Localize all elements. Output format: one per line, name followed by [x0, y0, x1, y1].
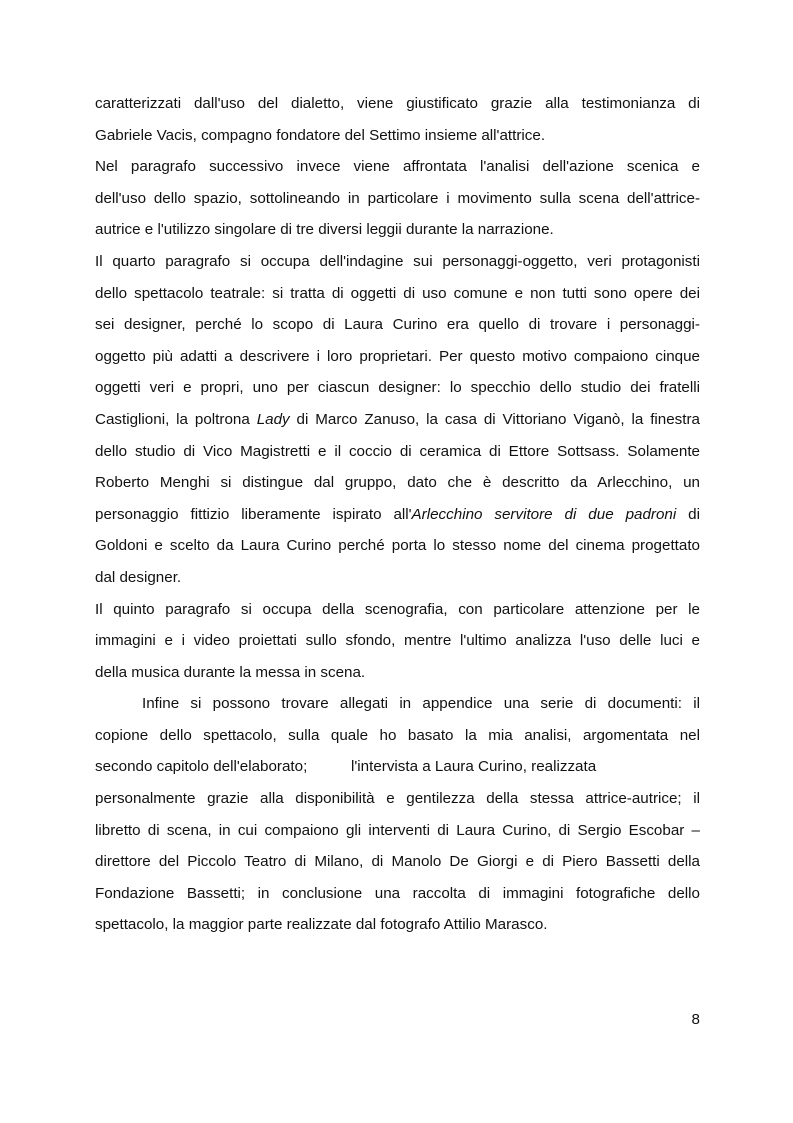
text-span: Infine si possono trovare allegati in appendice una serie di documenti: il — [142, 695, 700, 713]
text-line — [95, 183, 700, 215]
text-line — [95, 594, 700, 626]
text-line — [95, 436, 700, 468]
text-span: autrice e l'utilizzo singolare di tre diversi leggii durante la narrazione. — [95, 221, 554, 239]
text-span: dal designer. — [95, 568, 182, 586]
text-span: Castiglioni, la poltrona — [95, 410, 257, 428]
text-span: della musica durante la messa in scena. — [95, 663, 366, 681]
text-span: libretto di scena, in cui compaiono gli interventi di Laura Curino, di Sergio Escobar – — [95, 821, 700, 839]
text-span: Il quarto paragrafo si occupa dell'indagine sui personaggi-oggetto, veri protagonisti — [95, 252, 700, 270]
text-line — [95, 783, 700, 815]
text-span: l'intervista a Laura Curino, realizzata — [351, 758, 597, 776]
text-span: oggetto più adatti a descrivere i loro proprietari. Per questo motivo compaiono cinque — [95, 347, 700, 365]
text-span: sei designer, perché lo scopo di Laura Curino era quello di trovare i personaggi- — [95, 316, 700, 334]
text-span: dello studio di Vico Magistretti e il coccio di ceramica di Ettore Sottsass. Solamente — [95, 442, 700, 460]
text-span: Roberto Menghi si distingue dal gruppo, dato che è descritto da Arlecchino, un — [95, 474, 700, 492]
text-line — [95, 530, 700, 562]
italic-title: Lady — [256, 410, 290, 428]
text-line — [95, 909, 700, 941]
text-span: Il quinto paragrafo si occupa della scenografia, con particolare attenzione per le — [95, 600, 700, 618]
text-line — [95, 120, 700, 152]
text-line — [95, 657, 700, 689]
text-line — [95, 372, 700, 404]
text-line — [95, 467, 700, 499]
text-span: Fondazione Bassetti; in conclusione una raccolta di immagini fotografiche dello — [95, 884, 700, 902]
text-line — [95, 751, 700, 783]
text-line — [95, 499, 700, 531]
text-span: caratterizzati dall'uso del dialetto, viene giustificato grazie alla testimonianza di — [95, 95, 700, 112]
text-span: Goldoni e scelto da Laura Curino perché porta lo stesso nome del cinema progettato — [95, 537, 700, 555]
body-text — [95, 88, 700, 941]
page-number: 8 — [691, 1011, 700, 1028]
italic-title: Arlecchino servitore di due padroni — [411, 505, 677, 523]
text-span: copione dello spettacolo, sulla quale ho basato la mia analisi, argomentata nel — [95, 726, 700, 744]
text-line — [95, 214, 700, 246]
text-span: immagini e i video proiettati sullo sfondo, mentre l'ultimo analizza l'uso delle luci e — [95, 632, 700, 650]
text-line — [95, 625, 700, 657]
text-span: Gabriele Vacis, compagno fondatore del Settimo insieme all'attrice. — [95, 126, 546, 144]
text-span: di Marco Zanuso, la casa di Vittoriano Viganò, la finestra — [289, 410, 701, 428]
text-span: Nel paragrafo successivo invece viene affrontata l'analisi dell'azione scenica e — [95, 158, 700, 176]
text-line — [95, 246, 700, 278]
text-line — [95, 151, 700, 183]
text-span: personaggio fittizio liberamente ispirato all' — [95, 505, 412, 523]
text-line — [95, 815, 700, 847]
text-span: oggetti veri e propri, uno per ciascun designer: lo specchio dello studio dei fratelli — [95, 379, 700, 397]
text-line — [95, 846, 700, 878]
text-line — [95, 404, 700, 436]
text-line — [95, 88, 700, 120]
text-line — [95, 878, 700, 910]
text-line — [95, 720, 700, 752]
text-span: di — [676, 505, 700, 523]
text-span: dell'uso dello spazio, sottolineando in particolare i movimento sulla scena dell'attrice- — [95, 189, 700, 207]
text-span: personalmente grazie alla disponibilità e gentilezza della stessa attrice-autrice; il — [95, 790, 700, 808]
text-line — [95, 688, 700, 720]
text-span: secondo capitolo dell'elaborato; — [95, 758, 308, 776]
text-span: dello spettacolo teatrale: si tratta di oggetti di uso comune e non tutti sono opere dei — [95, 284, 700, 302]
text-line — [95, 309, 700, 341]
text-span: direttore del Piccolo Teatro di Milano, di Manolo De Giorgi e di Piero Bassetti della — [95, 853, 700, 871]
text-span: spettacolo, la maggior parte realizzate dal fotografo Attilio Marasco. — [95, 916, 548, 934]
text-line — [95, 278, 700, 310]
text-line — [95, 562, 700, 594]
text-line — [95, 341, 700, 373]
